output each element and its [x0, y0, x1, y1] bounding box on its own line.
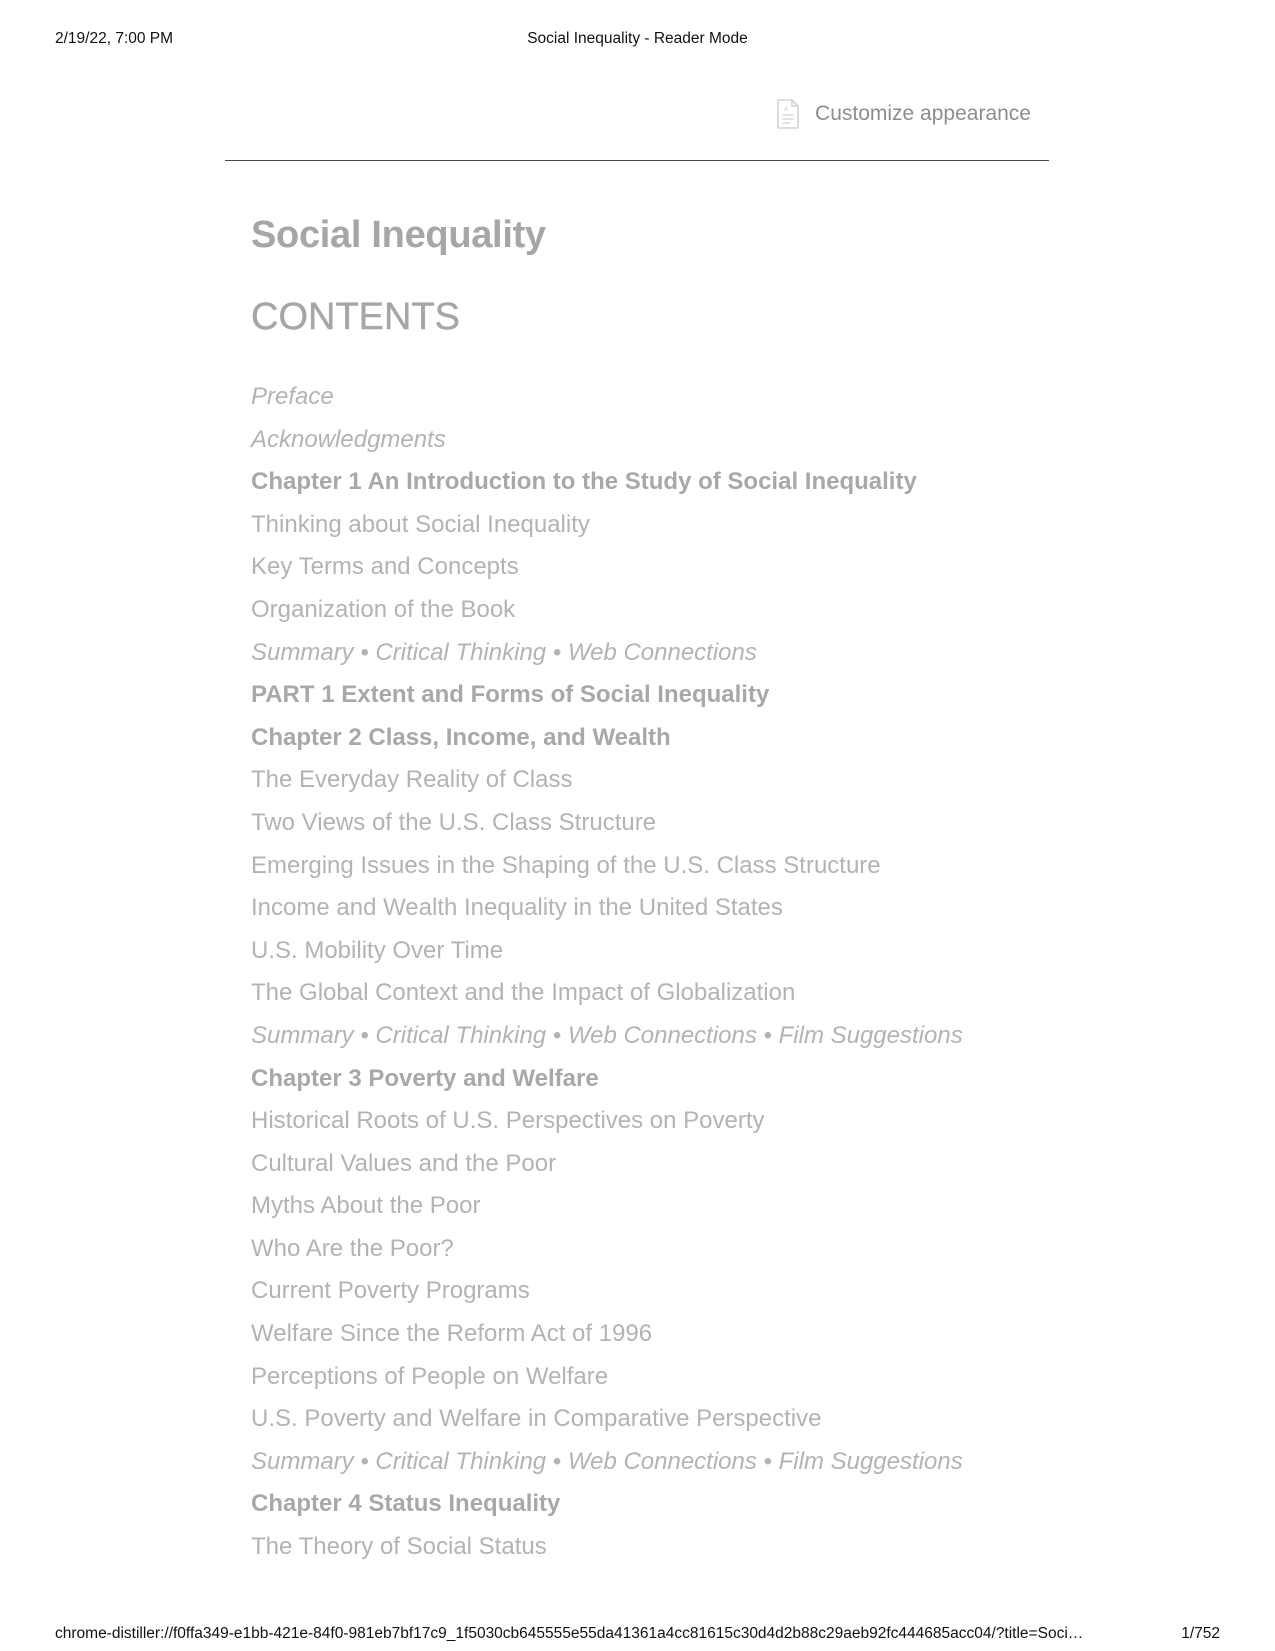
toc-entry[interactable]: Chapter 4 Status Inequality — [251, 1490, 561, 1518]
toc-entry[interactable]: Income and Wealth Inequality in the United States — [251, 894, 783, 922]
toc-entry[interactable]: U.S. Mobility Over Time — [251, 936, 504, 964]
article-content — [251, 210, 1031, 1569]
toc-entry[interactable]: Emerging Issues in the Shaping of the U.S. Class Structure — [251, 851, 881, 879]
svg-text:A: A — [784, 106, 789, 113]
print-header-page-title: Social Inequality - Reader Mode — [527, 30, 748, 47]
reader-toolbar — [225, 88, 1049, 161]
contents-heading: CONTENTS — [251, 296, 460, 338]
toc-entry[interactable]: Preface — [251, 383, 334, 410]
toc-entry[interactable]: Summary • Critical Thinking • Web Connections — [251, 638, 757, 666]
toc-entry[interactable]: Chapter 3 Poverty and Welfare — [251, 1064, 599, 1092]
toc-entry[interactable]: Cultural Values and the Poor — [251, 1149, 557, 1177]
toc-entry[interactable]: The Everyday Reality of Class — [251, 766, 573, 794]
toc-entry[interactable]: Myths About the Poor — [251, 1192, 481, 1220]
toc-entry[interactable]: Thinking about Social Inequality — [251, 510, 590, 538]
toc-entry[interactable]: Organization of the Book — [251, 595, 516, 623]
toc-entry[interactable]: PART 1 Extent and Forms of Social Inequality — [251, 681, 770, 709]
toc-entry[interactable]: Perceptions of People on Welfare — [251, 1362, 609, 1390]
customize-appearance-button[interactable] — [775, 96, 1031, 132]
toc-entry[interactable]: Two Views of the U.S. Class Structure — [251, 808, 657, 836]
toc-entry[interactable]: Summary • Critical Thinking • Web Connections • Film Suggestions — [251, 1447, 963, 1475]
toc-entry[interactable]: Who Are the Poor? — [251, 1234, 454, 1262]
article-title: Social Inequality — [251, 214, 546, 256]
toc-entry[interactable]: Acknowledgments — [251, 425, 446, 453]
toc-entry[interactable]: Welfare Since the Reform Act of 1996 — [251, 1320, 653, 1348]
table-of-contents — [251, 376, 1031, 1569]
toc-entry[interactable]: Historical Roots of U.S. Perspectives on Poverty — [251, 1107, 765, 1135]
toc-entry[interactable]: Chapter 1 An Introduction to the Study of Social Inequality — [251, 468, 917, 496]
toc-entry[interactable]: Chapter 2 Class, Income, and Wealth — [251, 723, 671, 751]
print-header-datetime: 2/19/22, 7:00 PM — [55, 30, 174, 47]
print-footer-page-counter: 1/752 — [1181, 1625, 1220, 1642]
toc-entry[interactable]: Summary • Critical Thinking • Web Connections • Film Suggestions — [251, 1021, 963, 1049]
toc-entry[interactable]: The Theory of Social Status — [251, 1533, 547, 1561]
print-footer-url: chrome-distiller://f0ffa349-e1bb-421e-84f0-981eb7bf17c9_1f5030cb645555e55da41361a4cc81615c30d4d2b88c29aeb92fc444685acc04/?title=Soci… — [55, 1625, 1084, 1642]
toc-entry[interactable]: U.S. Poverty and Welfare in Comparative Perspective — [251, 1405, 822, 1433]
toc-entry[interactable]: Current Poverty Programs — [251, 1277, 530, 1305]
customize-appearance-label: Customize appearance — [815, 102, 1031, 125]
document-icon — [775, 98, 801, 130]
toc-entry[interactable]: The Global Context and the Impact of Globalization — [251, 979, 796, 1007]
toc-entry[interactable]: Key Terms and Concepts — [251, 553, 519, 581]
